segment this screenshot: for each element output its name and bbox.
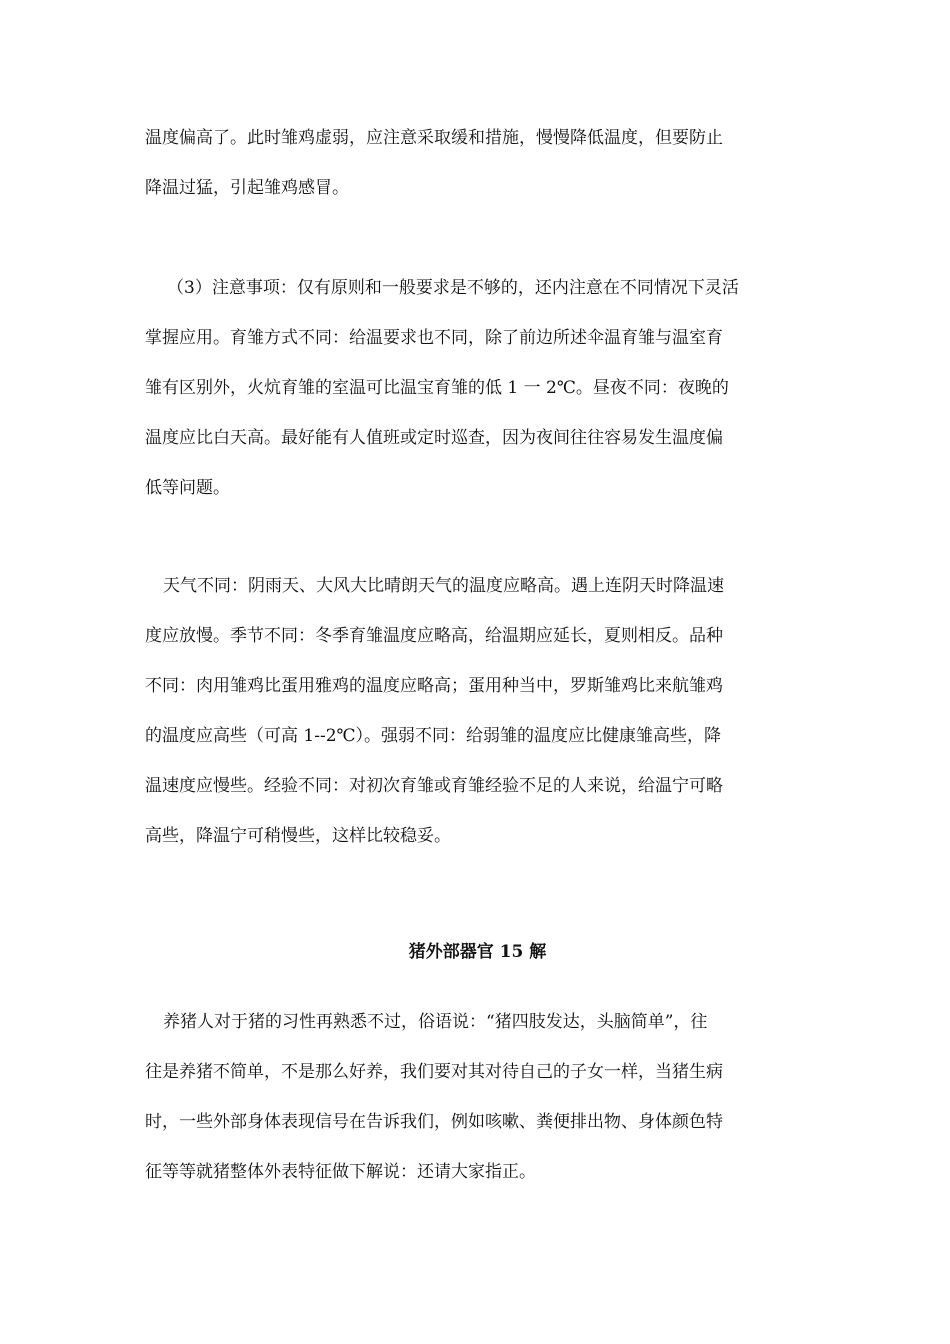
paragraph-line: 降温过猛，引起雏鸡感冒。 [145,178,349,198]
paragraph-line: 度应放慢。季节不同：冬季育雏温度应略高，给温期应延长，夏则相反。品种 [145,626,723,646]
section-title: 猪外部器官 15 解 [408,942,547,962]
paragraph-line: 低等问题。 [145,478,230,498]
paragraph-line: 掌握应用。育雏方式不同：给温要求也不同，除了前边所述伞温育雏与温室育 [145,328,723,348]
paragraph-1 [145,123,810,223]
paragraph-line: 时，一些外部身体表现信号在告诉我们，例如咳嗽、粪便排出物、身体颜色特 [145,1112,723,1132]
paragraph-line: 往是养猪不简单，不是那么好养，我们要对其对待自己的子女一样，当猪生病 [145,1062,723,1082]
paragraph-line: 不同：肉用雏鸡比蛋用雅鸡的温度应略高；蛋用种当中，罗斯雏鸡比来航雏鸡 [145,676,723,696]
paragraph-line: 温速度应慢些。经验不同：对初次育雏或育雏经验不足的人来说，给温宁可略 [145,776,723,796]
paragraph-line: 养猪人对于猪的习性再熟悉不过，俗语说：“猪四肢发达，头脑简单”，往 [163,1012,708,1032]
paragraph-line: 高些，降温宁可稍慢些，这样比较稳妥。 [145,826,451,846]
paragraph-3 [145,571,810,871]
paragraph-line: （3）注意事项：仅有原则和一般要求是不够的，还内注意在不同情况下灵活 [167,278,739,298]
paragraph-line: 雏有区别外，火炕育雏的室温可比温宝育雏的低 1 一 2℃。昼夜不同：夜晚的 [145,378,729,398]
paragraph-line: 温度应比白天高。最好能有人值班或定时巡查，因为夜间往往容易发生温度偏 [145,428,723,448]
paragraph-line: 的温度应高些（可高 1--2℃）。强弱不同：给弱雏的温度应比健康雏高些，降 [145,726,722,746]
paragraph-line: 温度偏高了。此时雏鸡虚弱，应注意采取缓和措施，慢慢降低温度，但要防止 [145,128,723,148]
paragraph-line: 征等等就猪整体外表特征做下解说：还请大家指正。 [145,1162,536,1182]
paragraph-line: 天气不同：阴雨天、大风大比晴朗天气的温度应略高。遇上连阴天时降温速 [163,576,724,596]
paragraph-2 [145,273,810,523]
intro-paragraph [145,1007,810,1207]
